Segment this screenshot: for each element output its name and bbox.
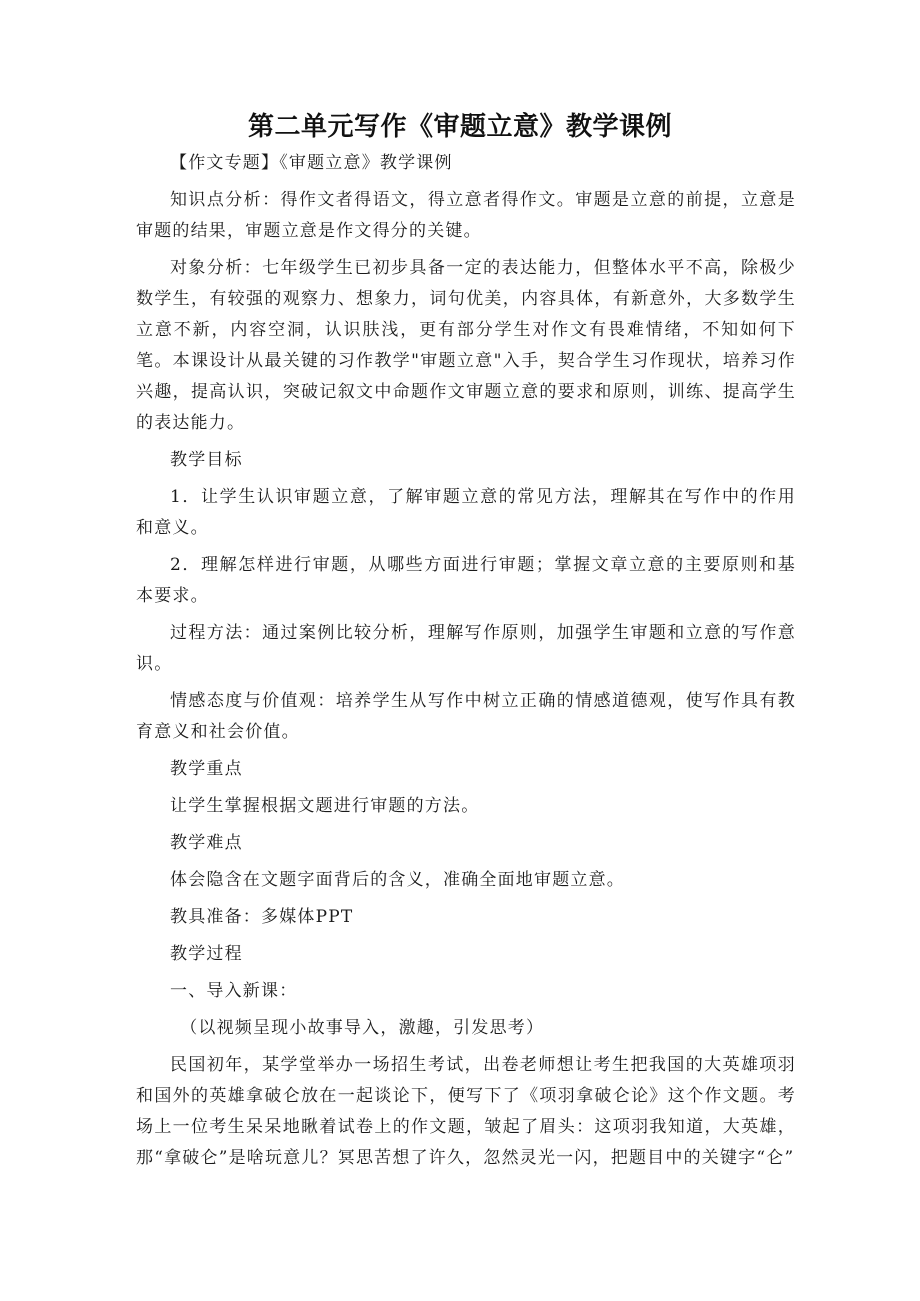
paragraph-story: 民国初年，某学堂举办一场招生考试，出卷老师想让考生把我国的大英雄项羽和国外的英雄拿破仑放在一起谈论下，便写下了《项羽拿破仑论》这个作文题。考场上一位考生呆呆地瞅着试卷上的作文题，皱起了眉头：这项羽我知道，大英雄，那“拿破仑”是啥玩意儿？冥思苦想了许久，忽然灵光一闪，把题目中的关键字“仑” (136, 1055, 796, 1168)
paragraph-knowledge-analysis: 知识点分析：得作文者得语文，得立意者得作文。审题是立意的前提，立意是审题的结果，审题立意是作文得分的关键。 (136, 190, 796, 241)
document-title: 第二单元写作《审题立意》教学课例 (247, 112, 672, 142)
heading-teaching-goals: 教学目标 (170, 450, 243, 470)
document-body (136, 148, 796, 1180)
paragraph-values: 情感态度与价值观：培养学生从写作中树立正确的情感道德观，使写作具有教育意义和社会价值。 (136, 691, 796, 742)
heading-key-points: 教学重点 (170, 759, 243, 779)
paragraph-process-method: 过程方法：通过案例比较分析，理解写作原则，加强学生审题和立意的写作意识。 (136, 623, 796, 674)
goal-item-2: 2．理解怎样进行审题，从哪些方面进行审题；掌握文章立意的主要原则和基本要求。 (136, 555, 796, 606)
paragraph-object-analysis: 对象分析：七年级学生已初步具备一定的表达能力，但整体水平不高，除极少数学生，有较强的观察力、想象力，词句优美，内容具体，有新意外，大多数学生立意不新，内容空洞，认识肤浅，更有部分学生对作文有畏难情绪，不知如何下笔。本课设计从最关键的习作教学"审题立意"入手，契合学生习作现状，培养习作兴趣，提高认识，突破记叙文中命题作文审题立意的要求和原则，训练、提高学生的表达能力。 (136, 258, 796, 433)
paragraph-difficulties: 体会隐含在文题字面背后的含义，准确全面地审题立意。 (170, 870, 625, 890)
paragraph-tools: 教具准备：多媒体PPT (170, 907, 354, 927)
note-video-intro: （以视频呈现小故事导入，激趣，引发思考） (180, 1018, 545, 1038)
heading-introduction: 一、导入新课： (170, 981, 298, 1001)
goal-item-1: 1．让学生认识审题立意，了解审题立意的常见方法，理解其在写作中的作用和意义。 (136, 487, 796, 538)
heading-process: 教学过程 (170, 944, 243, 964)
topic-line: 【作文专题】《审题立意》教学课例 (170, 153, 453, 173)
heading-difficulties: 教学难点 (170, 833, 243, 853)
paragraph-key-points: 让学生掌握根据文题进行审题的方法。 (170, 796, 480, 816)
